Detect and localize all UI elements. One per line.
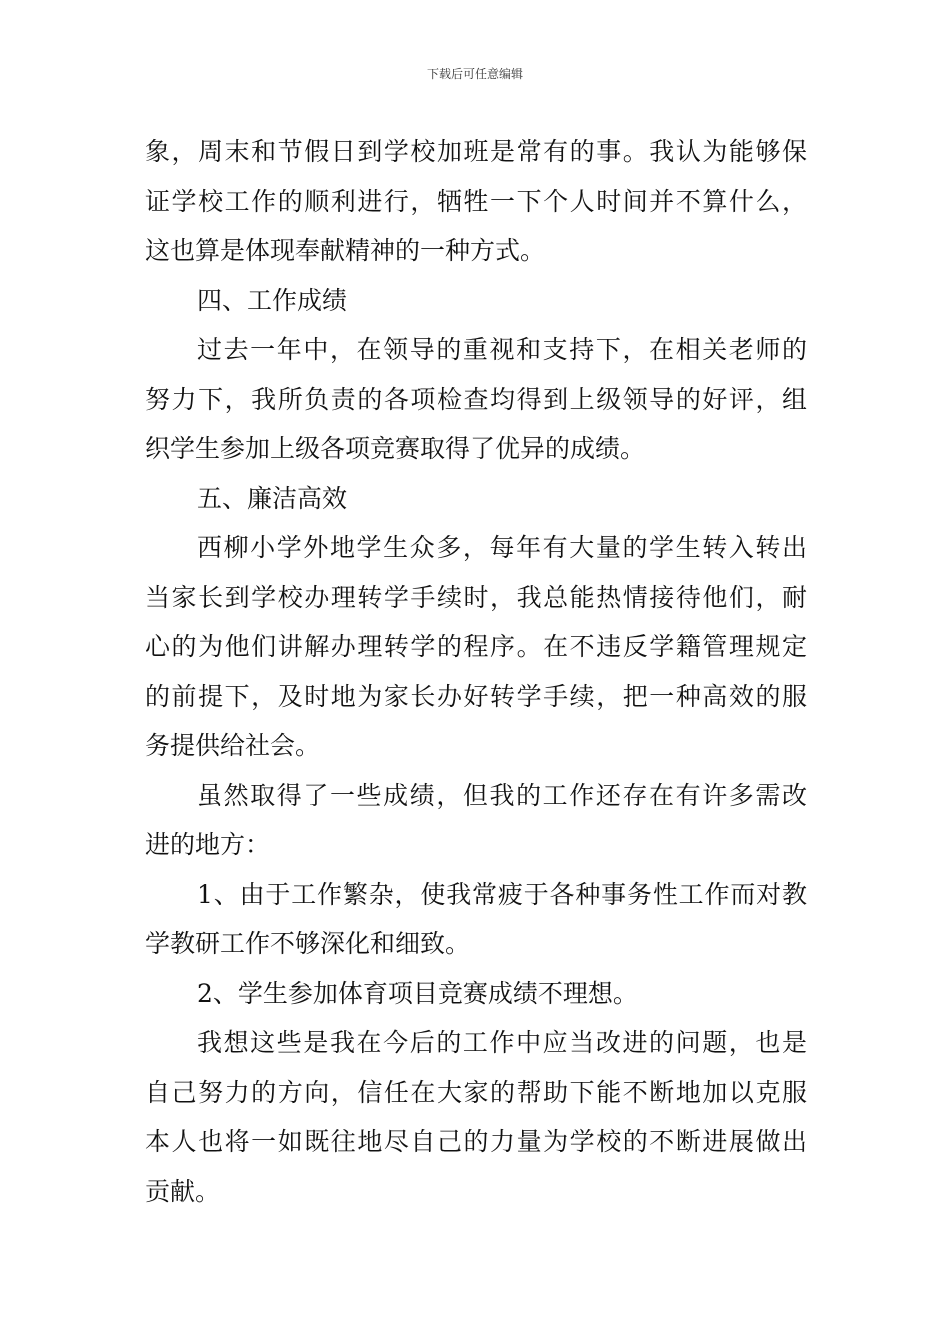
text-line: 证学校工作的顺利进行，牺牲一下个人时间并不算什么，: [145, 186, 807, 216]
text-line: 努力下，我所负责的各项检查均得到上级领导的好评，组: [145, 384, 807, 414]
text-line: 虽然取得了一些成绩，但我的工作还存在有许多需改: [197, 780, 807, 810]
text-line: 进的地方：: [145, 830, 271, 859]
text-line: 2、学生参加体育项目竞赛成绩不理想。: [197, 978, 638, 1008]
text-line: 过去一年中，在领导的重视和支持下，在相关老师的: [197, 335, 807, 364]
text-line: 自己努力的方向，信任在大家的帮助下能不断地加以克服: [145, 1077, 807, 1107]
text-line: 本人也将一如既往地尽自己的力量为学校的不断进展做出: [145, 1127, 807, 1156]
text-line: 贡献。: [145, 1176, 221, 1206]
document-body: [145, 127, 807, 1216]
text-line: 的前提下，及时地为家长办好转学手续，把一种高效的服: [145, 681, 807, 711]
text-line: 当家长到学校办理转学手续时，我总能热情接待他们，耐: [145, 582, 807, 612]
text-line: 学教研工作不够深化和细致。: [145, 929, 471, 958]
text-line: 这也算是体现奉献精神的一种方式。: [145, 236, 546, 265]
text-line: 我想这些是我在今后的工作中应当改进的问题，也是: [197, 1028, 807, 1057]
text-line: 务提供给社会。: [145, 731, 321, 760]
text-line: 1、由于工作繁杂，使我常疲于各种事务性工作而对教: [197, 879, 807, 909]
text-line: 西柳小学外地学生众多，每年有大量的学生转入转出: [197, 533, 807, 562]
text-line: 心的为他们讲解办理转学的程序。在不违反学籍管理规定: [145, 632, 807, 661]
text-line: 织学生参加上级各项竞赛取得了优异的成绩。: [145, 434, 646, 463]
text-line: 四、工作成绩: [197, 285, 348, 315]
page-header-note: 下载后可任意编辑: [426, 67, 523, 81]
text-line: 五、廉洁高效: [197, 483, 348, 513]
text-line: 象，周末和节假日到学校加班是常有的事。我认为能够保: [145, 137, 807, 166]
